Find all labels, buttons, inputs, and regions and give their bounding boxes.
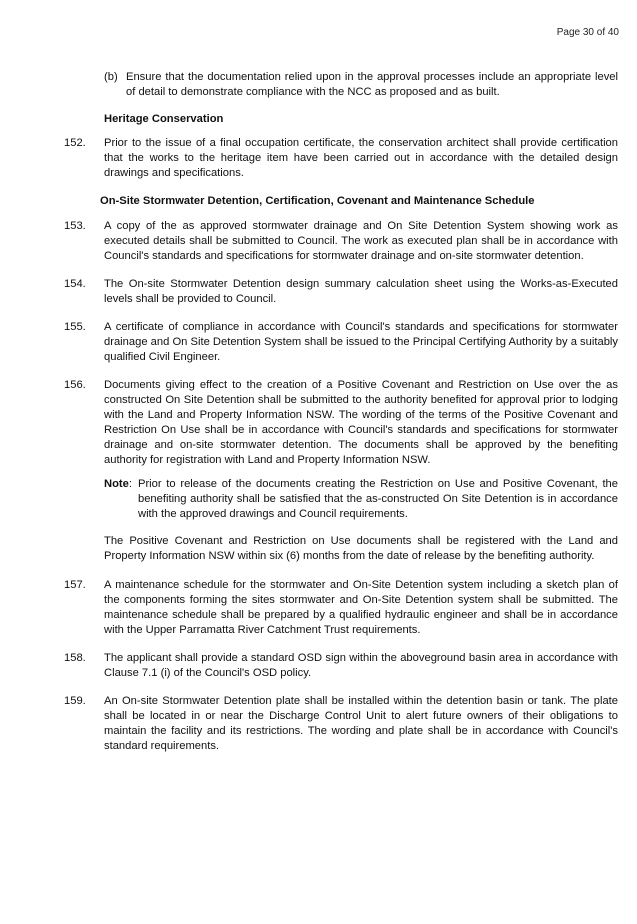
condition-158 — [64, 651, 618, 681]
osd-heading: On-Site Stormwater Detention, Certification, Covenant and Maintenance Schedule — [100, 195, 535, 208]
list-item-b — [104, 70, 618, 100]
condition-text: Prior to the issue of a final occupation certificate, the conservation architect shall provide certification that the works to the heritage item have been carried out in accordance with the detailed design drawings and specifications. — [104, 137, 618, 180]
note-colon: : — [128, 477, 132, 490]
condition-number: 154. — [64, 277, 86, 290]
condition-text: Documents giving effect to the creation of a Positive Covenant and Restriction on Use over the as constructed On Site Detention shall be submitted to the authority benefited for approval prior to lodging with the Land and Property Information NSW. The wording of the terms of the Positive Covenant and Restriction On Use shall be in accordance with Council's standards and specifications for stormwater drainage and on-site stormwater detention. The documents shall be approved by the benefiting authority for registration with Land and Property Information NSW. — [104, 378, 618, 466]
condition-number: 159. — [64, 694, 86, 707]
list-item-label: (b) — [104, 71, 118, 83]
condition-text: An On-site Stormwater Detention plate shall be installed within the detention basin or tank. The plate shall be located in or near the Discharge Control Unit to alert future owners of their obligations to maintain the facility and its restrictions. The wording and plate shall be in accordance with Council's standard requirements. — [104, 694, 618, 752]
condition-number: 156. — [64, 378, 86, 391]
condition-157 — [64, 578, 618, 638]
page-number: Page 30 of 40 — [556, 27, 619, 38]
condition-number: 157. — [64, 578, 86, 591]
document-body — [64, 70, 618, 767]
condition-number: 153. — [64, 219, 86, 232]
condition-154 — [64, 277, 618, 307]
condition-number: 152. — [64, 137, 86, 150]
condition-155 — [64, 320, 618, 365]
covenant-paragraph: The Positive Covenant and Restriction on Use documents shall be registered with the Land and Property Information NSW within six (6) months from the date of release by the benefiting authority. — [104, 534, 618, 562]
condition-text: A maintenance schedule for the stormwater and On-Site Detention system including a sketch plan of the components forming the sites stormwater and On-Site Detention system shall be submitted. The maintenance schedule shall be prepared by a qualified hydraulic engineer and shall be in accordance with the Upper Parramatta River Catchment Trust requirements. — [104, 578, 618, 636]
condition-153 — [64, 219, 618, 264]
condition-text: The On-site Stormwater Detention design summary calculation sheet using the Works-as-Executed levels shall be provided to Council. — [104, 277, 618, 305]
condition-159 — [64, 694, 618, 754]
note-text: Prior to release of the documents creating the Restriction on Use and Positive Covenant, the benefiting authority shall be satisfied that the as-constructed On Site Detention is in accordance with the approved drawings and Council requirements. — [137, 477, 618, 520]
condition-number: 158. — [64, 651, 86, 664]
condition-152 — [64, 136, 618, 181]
condition-number: 155. — [64, 320, 86, 333]
note-label: Note — [104, 477, 129, 490]
note-block — [104, 477, 618, 522]
condition-text: The applicant shall provide a standard OSD sign within the aboveground basin area in accordance with Clause 7.1 (i) of the Council's OSD policy. — [104, 651, 618, 679]
condition-text: A copy of the as approved stormwater drainage and On Site Detention System showing work as executed details shall be submitted to Council. The work as executed plan shall be in accordance with Council's standards and specifications for stormwater drainage and on-site stormwater detention. — [104, 219, 618, 262]
condition-text: A certificate of compliance in accordance with Council's standards and specifications for stormwater drainage and On Site Detention System shall be issued to the Principal Certifying Authority by a suitably qualified Civil Engineer. — [104, 320, 618, 363]
heritage-heading: Heritage Conservation — [104, 112, 224, 125]
list-item-text: Ensure that the documentation relied upon in the approval processes include an appropriate level of detail to demonstrate compliance with the NCC as proposed and as built. — [126, 71, 618, 98]
condition-156 — [64, 378, 618, 468]
